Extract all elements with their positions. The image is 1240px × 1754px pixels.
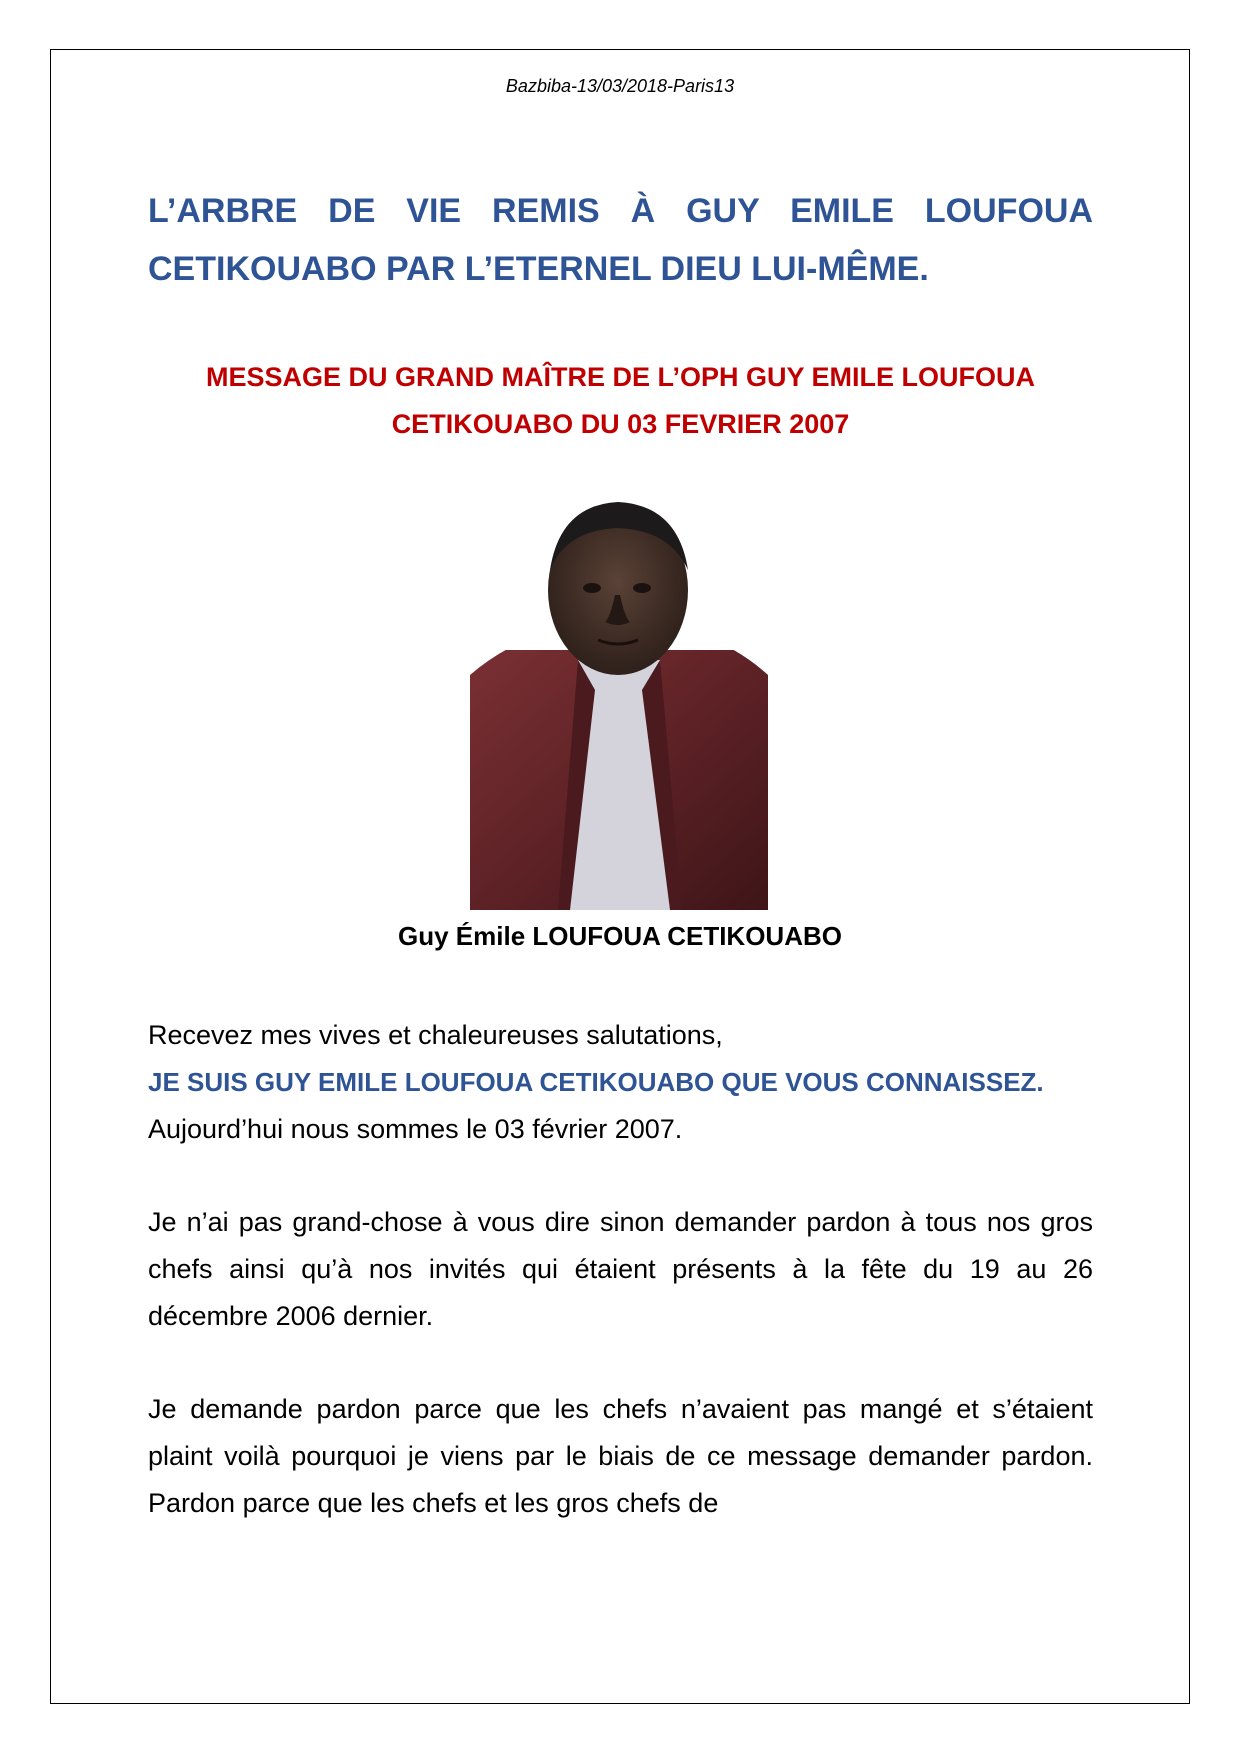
portrait-photo <box>470 500 768 910</box>
intro-bold-line: JE SUIS GUY EMILE LOUFOUA CETIKOUABO QUE VOUS CONNAISSEZ. <box>148 1067 1044 1097</box>
date-line: Aujourd’hui nous sommes le 03 février 2007. <box>148 1114 683 1144</box>
greeting-line: Recevez mes vives et chaleureuses salutations, <box>148 1020 723 1050</box>
header-note: Bazbiba-13/03/2018-Paris13 <box>505 76 735 96</box>
main-title-line-2: CETIKOUABO PAR L’ETERNEL DIEU LUI-MÊME. <box>148 250 929 288</box>
subtitle-line-1: MESSAGE DU GRAND MAÎTRE DE L’OPH GUY EMILE LOUFOUA <box>205 362 1036 392</box>
main-title-line-1: L’ARBRE DE VIE REMIS À GUY EMILE LOUFOUA <box>148 192 1093 230</box>
paragraph-1: Je n’ai pas grand-chose à vous dire sinon demander pardon à tous nos gros chefs ainsi qu’à nos invités qui étaient présents à la fête du 19 au 26 décembre 2006 dernier. <box>148 1207 1093 1331</box>
portrait-caption: Guy Émile LOUFOUA CETIKOUABO <box>398 921 842 951</box>
main-title <box>148 182 1093 298</box>
subtitle <box>148 354 1093 448</box>
paragraph-2: Je demande pardon parce que les chefs n’avaient pas mangé et s’étaient plaint voilà pourquoi je viens par le biais de ce message demander pardon. Pardon parce que les chefs et les gros chefs de <box>148 1394 1093 1518</box>
subtitle-line-2: CETIKOUABO DU 03 FEVRIER 2007 <box>391 409 850 439</box>
